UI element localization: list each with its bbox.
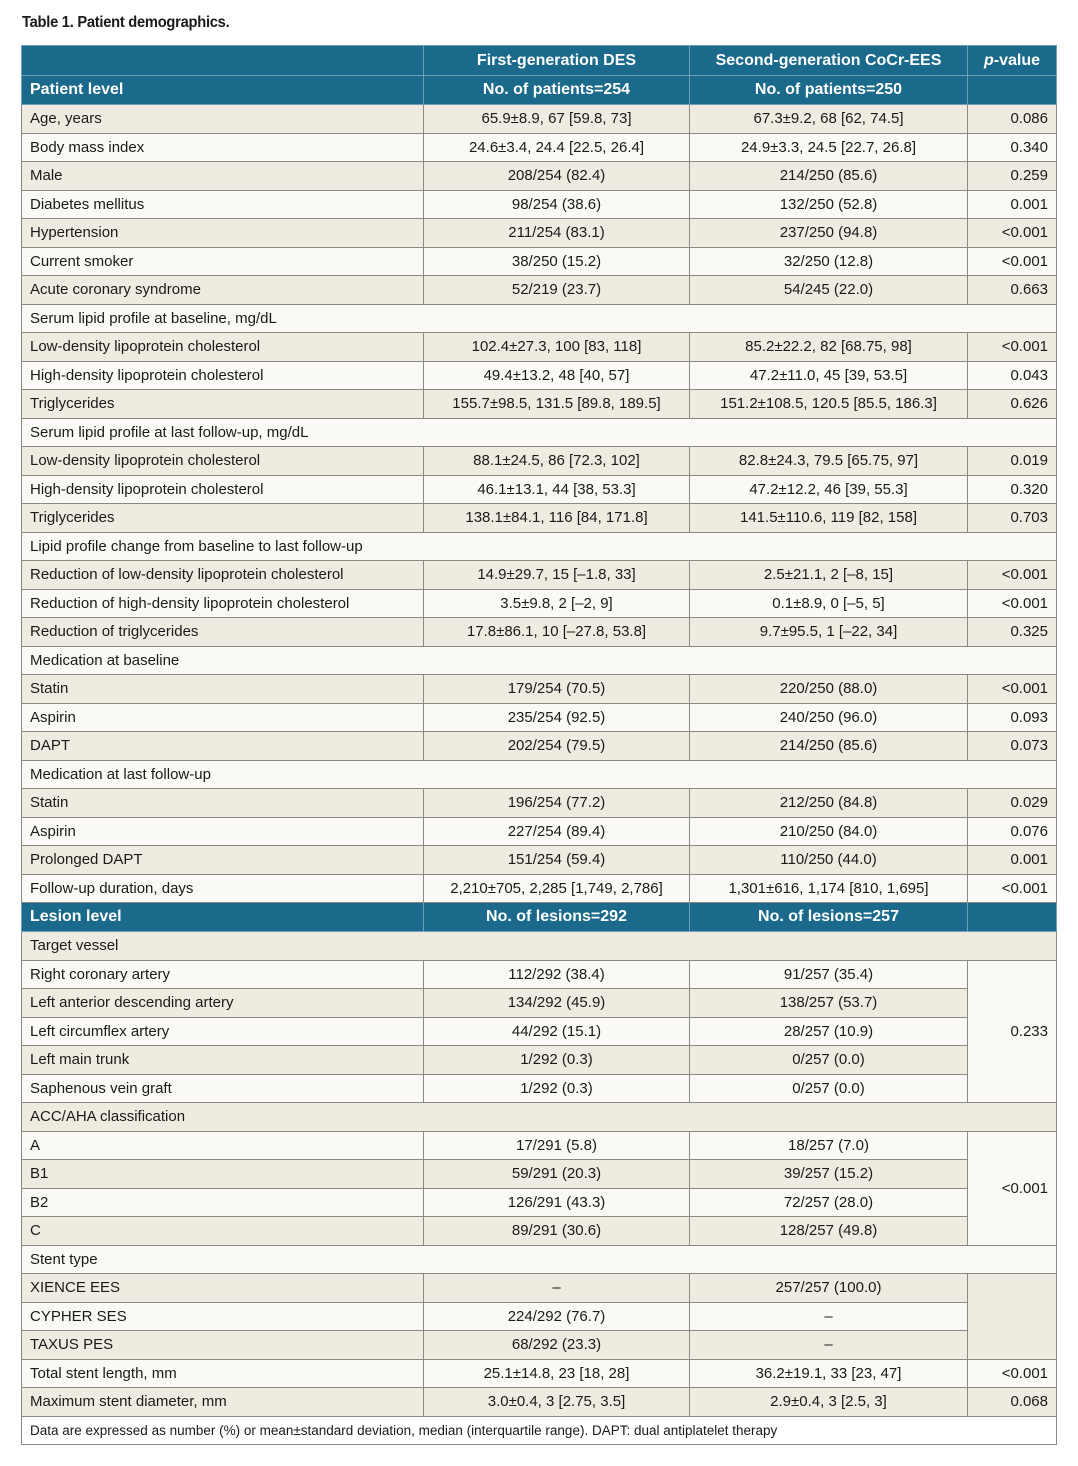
p-value: <0.001 [968, 675, 1057, 704]
second-gen-value: 72/257 (28.0) [690, 1188, 968, 1217]
row-label: XIENCE EES [22, 1274, 424, 1303]
first-gen-value: 49.4±13.2, 48 [40, 57] [424, 361, 690, 390]
row-label: Maximum stent diameter, mm [22, 1388, 424, 1417]
section-label: Serum lipid profile at last follow-up, mg/dL [22, 418, 1057, 447]
second-gen-value: 9.7±95.5, 1 [–22, 34] [690, 618, 968, 647]
p-value: <0.001 [968, 874, 1057, 903]
row-label: Statin [22, 789, 424, 818]
row-label: Reduction of high-density lipoprotein cholesterol [22, 589, 424, 618]
med-followup-section-row [22, 760, 1057, 789]
target-vessel-p-value: 0.233 [968, 960, 1057, 1103]
lipid-followup-row [22, 504, 1057, 533]
first-gen-value: 14.9±29.7, 15 [–1.8, 33] [424, 561, 690, 590]
lipid-change-section-row [22, 532, 1057, 561]
p-value: 0.626 [968, 390, 1057, 419]
second-gen-value: 54/245 (22.0) [690, 276, 968, 305]
first-gen-value: 1/292 (0.3) [424, 1074, 690, 1103]
first-gen-value: 155.7±98.5, 131.5 [89.8, 189.5] [424, 390, 690, 419]
target-vessel-row [22, 1074, 1057, 1103]
lesion-level-header-row [22, 903, 1057, 932]
target-vessel-row [22, 1017, 1057, 1046]
acc-aha-section-row [22, 1103, 1057, 1132]
row-label: Left main trunk [22, 1046, 424, 1075]
p-value: 0.019 [968, 447, 1057, 476]
p-value: <0.001 [968, 589, 1057, 618]
first-gen-value: 227/254 (89.4) [424, 817, 690, 846]
patient-row [22, 276, 1057, 305]
stent-type-section-row [22, 1245, 1057, 1274]
second-gen-value: 24.9±3.3, 24.5 [22.7, 26.8] [690, 133, 968, 162]
med-baseline-row [22, 675, 1057, 704]
p-value: 0.320 [968, 475, 1057, 504]
section-label: Medication at baseline [22, 646, 1057, 675]
first-gen-value: 65.9±8.9, 67 [59.8, 73] [424, 105, 690, 134]
first-gen-value: 38/250 (15.2) [424, 247, 690, 276]
section-label: Medication at last follow-up [22, 760, 1057, 789]
lipid-baseline-row [22, 390, 1057, 419]
p-value: 0.029 [968, 789, 1057, 818]
stent-type-row [22, 1274, 1057, 1303]
second-gen-value: 32/250 (12.8) [690, 247, 968, 276]
first-gen-value: 2,210±705, 2,285 [1,749, 2,786] [424, 874, 690, 903]
p-value: 0.663 [968, 276, 1057, 305]
p-value: 0.703 [968, 504, 1057, 533]
row-label: Prolonged DAPT [22, 846, 424, 875]
second-gen-value: – [690, 1331, 968, 1360]
second-gen-value: 67.3±9.2, 68 [62, 74.5] [690, 105, 968, 134]
acc-aha-row [22, 1188, 1057, 1217]
p-value: <0.001 [968, 247, 1057, 276]
first-gen-value: 202/254 (79.5) [424, 732, 690, 761]
row-label: Aspirin [22, 703, 424, 732]
first-gen-value: 1/292 (0.3) [424, 1046, 690, 1075]
row-label: A [22, 1131, 424, 1160]
first-gen-value: 211/254 (83.1) [424, 219, 690, 248]
section-label: Target vessel [22, 932, 1057, 961]
lipid-followup-row [22, 447, 1057, 476]
row-label: Hypertension [22, 219, 424, 248]
med-followup-row [22, 817, 1057, 846]
section-label: Lipid profile change from baseline to last follow-up [22, 532, 1057, 561]
footnote: Data are expressed as number (%) or mean±standard deviation, median (interquartile range). DAPT: dual antiplatelet therapy [22, 1416, 1057, 1445]
footnote-row [22, 1416, 1057, 1445]
first-gen-value: 208/254 (82.4) [424, 162, 690, 191]
row-label: Age, years [22, 105, 424, 134]
first-gen-value: – [424, 1274, 690, 1303]
target-vessel-row [22, 1046, 1057, 1075]
second-gen-value: 257/257 (100.0) [690, 1274, 968, 1303]
section-label: Stent type [22, 1245, 1057, 1274]
lesion-row [22, 1359, 1057, 1388]
first-gen-value: 68/292 (23.3) [424, 1331, 690, 1360]
med-baseline-row [22, 703, 1057, 732]
first-gen-value: 98/254 (38.6) [424, 190, 690, 219]
first-gen-value: 102.4±27.3, 100 [83, 118] [424, 333, 690, 362]
second-gen-value: 2.5±21.1, 2 [–8, 15] [690, 561, 968, 590]
second-gen-value: 240/250 (96.0) [690, 703, 968, 732]
row-label: Diabetes mellitus [22, 190, 424, 219]
acc-aha-p-value: <0.001 [968, 1131, 1057, 1245]
first-gen-value: 17/291 (5.8) [424, 1131, 690, 1160]
second-gen-value: 2.9±0.4, 3 [2.5, 3] [690, 1388, 968, 1417]
lipid-change-row [22, 561, 1057, 590]
lipid-baseline-row [22, 361, 1057, 390]
row-label: High-density lipoprotein cholesterol [22, 361, 424, 390]
lipid-baseline-section-row [22, 304, 1057, 333]
p-value: <0.001 [968, 561, 1057, 590]
row-label: C [22, 1217, 424, 1246]
patient-count-first-gen: No. of patients=254 [424, 76, 690, 105]
row-label: Acute coronary syndrome [22, 276, 424, 305]
second-gen-value: – [690, 1302, 968, 1331]
p-value: <0.001 [968, 333, 1057, 362]
lipid-baseline-row [22, 333, 1057, 362]
first-gen-value: 134/292 (45.9) [424, 989, 690, 1018]
p-value: <0.001 [968, 219, 1057, 248]
med-followup-row [22, 846, 1057, 875]
patient-row [22, 105, 1057, 134]
lesion-count-first-gen: No. of lesions=292 [424, 903, 690, 932]
p-value: 0.325 [968, 618, 1057, 647]
med-followup-row [22, 789, 1057, 818]
patient-row [22, 190, 1057, 219]
second-gen-value: 151.2±108.5, 120.5 [85.5, 186.3] [690, 390, 968, 419]
p-italic: p [983, 51, 994, 69]
second-gen-value: 47.2±12.2, 46 [39, 55.3] [690, 475, 968, 504]
first-gen-value: 3.0±0.4, 3 [2.75, 3.5] [424, 1388, 690, 1417]
p-value: 0.340 [968, 133, 1057, 162]
row-label: B1 [22, 1160, 424, 1189]
lipid-change-row [22, 618, 1057, 647]
target-vessel-section-row [22, 932, 1057, 961]
table-title: Table 1. Patient demographics. [22, 14, 230, 31]
first-gen-value: 112/292 (38.4) [424, 960, 690, 989]
p-value: 0.073 [968, 732, 1057, 761]
first-gen-value: 179/254 (70.5) [424, 675, 690, 704]
lesion-header-p-empty [968, 903, 1057, 932]
row-label: Right coronary artery [22, 960, 424, 989]
med-baseline-row [22, 732, 1057, 761]
second-gen-value: 0.1±8.9, 0 [–5, 5] [690, 589, 968, 618]
second-gen-value: 28/257 (10.9) [690, 1017, 968, 1046]
column-header-p-value [968, 46, 1057, 76]
patient-header-p-empty [968, 76, 1057, 105]
first-gen-value: 17.8±86.1, 10 [–27.8, 53.8] [424, 618, 690, 647]
patient-row [22, 219, 1057, 248]
second-gen-value: 210/250 (84.0) [690, 817, 968, 846]
row-label: TAXUS PES [22, 1331, 424, 1360]
second-gen-value: 214/250 (85.6) [690, 732, 968, 761]
lipid-change-row [22, 589, 1057, 618]
first-gen-value: 89/291 (30.6) [424, 1217, 690, 1246]
second-gen-value: 0/257 (0.0) [690, 1074, 968, 1103]
first-gen-value: 138.1±84.1, 116 [84, 171.8] [424, 504, 690, 533]
stent-type-p-value [968, 1274, 1057, 1360]
column-header-row [22, 46, 1057, 76]
acc-aha-row [22, 1160, 1057, 1189]
first-gen-value: 52/219 (23.7) [424, 276, 690, 305]
lesion-count-second-gen: No. of lesions=257 [690, 903, 968, 932]
second-gen-value: 47.2±11.0, 45 [39, 53.5] [690, 361, 968, 390]
second-gen-value: 214/250 (85.6) [690, 162, 968, 191]
second-gen-value: 91/257 (35.4) [690, 960, 968, 989]
header-empty-cell [22, 46, 424, 76]
second-gen-value: 1,301±616, 1,174 [810, 1,695] [690, 874, 968, 903]
row-label: Triglycerides [22, 390, 424, 419]
p-value: 0.093 [968, 703, 1057, 732]
lesion-row [22, 1388, 1057, 1417]
target-vessel-row [22, 960, 1057, 989]
first-gen-value: 196/254 (77.2) [424, 789, 690, 818]
first-gen-value: 235/254 (92.5) [424, 703, 690, 732]
row-label: Aspirin [22, 817, 424, 846]
first-gen-value: 3.5±9.8, 2 [–2, 9] [424, 589, 690, 618]
patient-level-header-row [22, 76, 1057, 105]
second-gen-value: 82.8±24.3, 79.5 [65.75, 97] [690, 447, 968, 476]
lipid-followup-section-row [22, 418, 1057, 447]
first-gen-value: 59/291 (20.3) [424, 1160, 690, 1189]
row-label: Reduction of triglycerides [22, 618, 424, 647]
row-label: CYPHER SES [22, 1302, 424, 1331]
lesion-level-label: Lesion level [22, 903, 424, 932]
row-label: Low-density lipoprotein cholesterol [22, 333, 424, 362]
patient-row [22, 247, 1057, 276]
column-header-first-gen: First-generation DES [424, 46, 690, 76]
row-label: Low-density lipoprotein cholesterol [22, 447, 424, 476]
patient-count-second-gen: No. of patients=250 [690, 76, 968, 105]
acc-aha-row [22, 1131, 1057, 1160]
first-gen-value: 224/292 (76.7) [424, 1302, 690, 1331]
section-label: ACC/AHA classification [22, 1103, 1057, 1132]
row-label: Left anterior descending artery [22, 989, 424, 1018]
second-gen-value: 39/257 (15.2) [690, 1160, 968, 1189]
first-gen-value: 24.6±3.4, 24.4 [22.5, 26.4] [424, 133, 690, 162]
second-gen-value: 138/257 (53.7) [690, 989, 968, 1018]
demographics-table [21, 45, 1057, 1445]
p-value: 0.068 [968, 1388, 1057, 1417]
stent-type-row [22, 1331, 1057, 1360]
row-label: Current smoker [22, 247, 424, 276]
column-header-second-gen: Second-generation CoCr-EES [690, 46, 968, 76]
patient-row [22, 133, 1057, 162]
second-gen-value: 0/257 (0.0) [690, 1046, 968, 1075]
stent-type-row [22, 1302, 1057, 1331]
p-value: 0.259 [968, 162, 1057, 191]
row-label: High-density lipoprotein cholesterol [22, 475, 424, 504]
row-label: Reduction of low-density lipoprotein cholesterol [22, 561, 424, 590]
section-label: Serum lipid profile at baseline, mg/dL [22, 304, 1057, 333]
med-baseline-section-row [22, 646, 1057, 675]
p-value: <0.001 [968, 1359, 1057, 1388]
first-gen-value: 88.1±24.5, 86 [72.3, 102] [424, 447, 690, 476]
p-value: 0.043 [968, 361, 1057, 390]
row-label: Saphenous vein graft [22, 1074, 424, 1103]
row-label: Total stent length, mm [22, 1359, 424, 1388]
second-gen-value: 36.2±19.1, 33 [23, 47] [690, 1359, 968, 1388]
lipid-followup-row [22, 475, 1057, 504]
acc-aha-row [22, 1217, 1057, 1246]
first-gen-value: 151/254 (59.4) [424, 846, 690, 875]
second-gen-value: 220/250 (88.0) [690, 675, 968, 704]
target-vessel-row [22, 989, 1057, 1018]
second-gen-value: 237/250 (94.8) [690, 219, 968, 248]
second-gen-value: 132/250 (52.8) [690, 190, 968, 219]
med-followup-row [22, 874, 1057, 903]
p-value: 0.086 [968, 105, 1057, 134]
p-value: 0.001 [968, 190, 1057, 219]
p-value: 0.001 [968, 846, 1057, 875]
second-gen-value: 110/250 (44.0) [690, 846, 968, 875]
first-gen-value: 46.1±13.1, 44 [38, 53.3] [424, 475, 690, 504]
patient-row [22, 162, 1057, 191]
p-value: 0.076 [968, 817, 1057, 846]
row-label: Male [22, 162, 424, 191]
row-label: Statin [22, 675, 424, 704]
first-gen-value: 25.1±14.8, 23 [18, 28] [424, 1359, 690, 1388]
p-rest: -value [993, 51, 1041, 69]
row-label: Follow-up duration, days [22, 874, 424, 903]
first-gen-value: 126/291 (43.3) [424, 1188, 690, 1217]
patient-level-label: Patient level [22, 76, 424, 105]
second-gen-value: 85.2±22.2, 82 [68.75, 98] [690, 333, 968, 362]
second-gen-value: 212/250 (84.8) [690, 789, 968, 818]
row-label: Left circumflex artery [22, 1017, 424, 1046]
first-gen-value: 44/292 (15.1) [424, 1017, 690, 1046]
second-gen-value: 18/257 (7.0) [690, 1131, 968, 1160]
row-label: DAPT [22, 732, 424, 761]
row-label: Triglycerides [22, 504, 424, 533]
row-label: B2 [22, 1188, 424, 1217]
second-gen-value: 141.5±110.6, 119 [82, 158] [690, 504, 968, 533]
row-label: Body mass index [22, 133, 424, 162]
second-gen-value: 128/257 (49.8) [690, 1217, 968, 1246]
